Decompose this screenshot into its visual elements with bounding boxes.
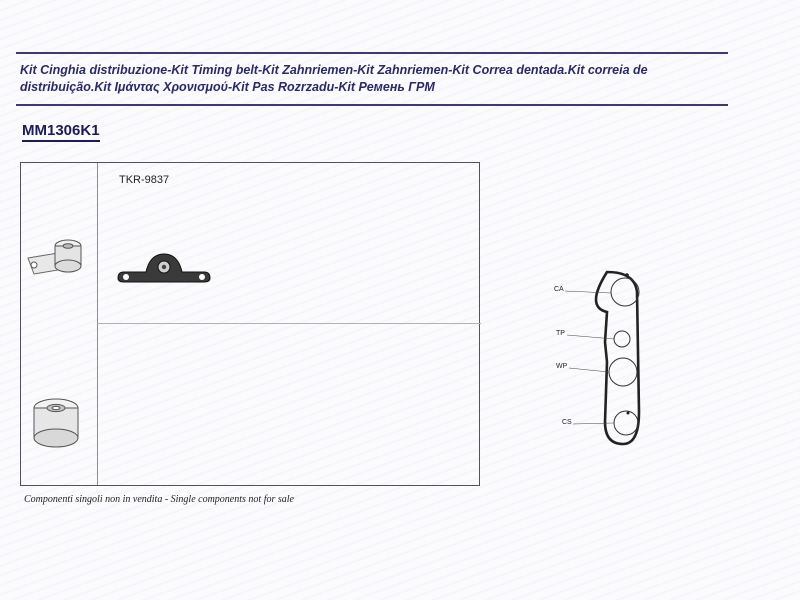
title-divider xyxy=(16,104,728,106)
table-column-divider xyxy=(97,163,98,485)
page-title: Kit Cinghia distribuzione-Kit Timing belt-Kit Zahnriemen-Kit Zahnriemen-Kit Correa dentada.Kit correia de distribuição.Kit Ιμάντας Χρονισμού-Kit Pas Rozrzadu-Kit Ремень ГРМ xyxy=(20,63,648,94)
footer-note: Componenti singoli non in vendita - Single components not for sale xyxy=(24,494,294,505)
part-number: MM1306K1 xyxy=(22,122,100,142)
tensioner-pulley-icon xyxy=(24,234,88,286)
table-row-divider xyxy=(97,323,481,324)
diagram-label-wp: WP xyxy=(556,363,568,370)
belt-routing-diagram xyxy=(545,262,675,452)
idler-pulley-icon xyxy=(30,396,82,452)
top-divider xyxy=(16,52,728,54)
diagram-label-cs: CS xyxy=(562,419,572,426)
components-table xyxy=(20,162,480,486)
diagram-label-tp: TP xyxy=(556,330,565,337)
tensioner-code: TKR-9837 xyxy=(119,174,170,186)
tensioner-bracket-icon xyxy=(116,250,212,286)
diagram-label-ca: CA xyxy=(554,286,564,293)
